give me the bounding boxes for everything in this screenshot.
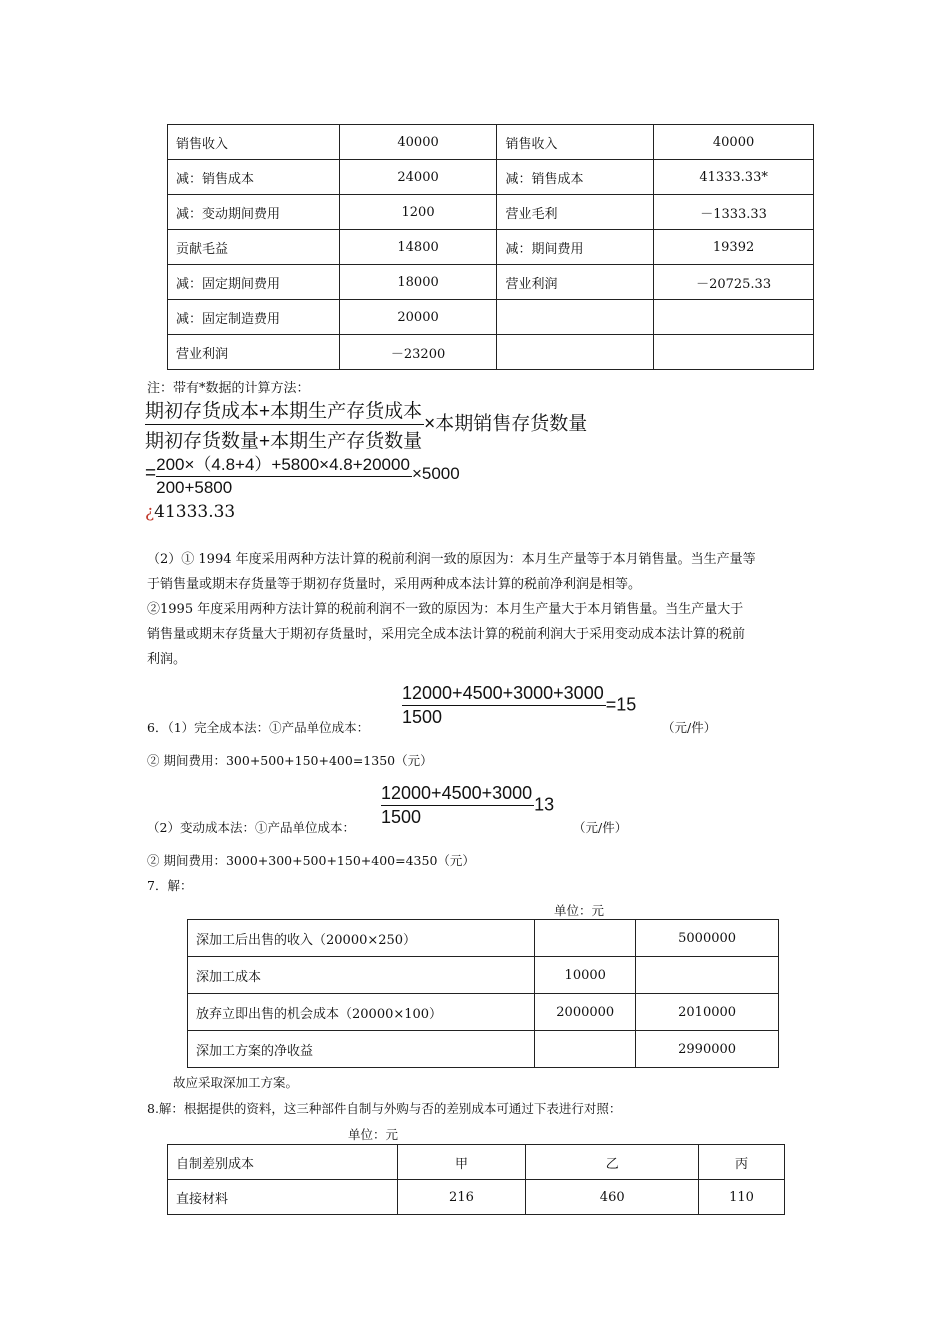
text-line: ②1995 年度采用两种方法计算的税前利润不一致的原因为：本月生产量大于本月销售量。当生产量大于 [147, 602, 744, 617]
make-or-buy-table [167, 1144, 785, 1215]
equals-sign: = [145, 463, 157, 485]
table-header-cell: 甲 [397, 1145, 526, 1180]
table-cell: 216 [397, 1180, 526, 1215]
denominator: 200+5800 [156, 478, 233, 497]
table-cell: 18000 [339, 265, 497, 300]
numerator: 期初存货成本+本期生产存货成本 [145, 396, 424, 425]
q6-period-cost-2: ② 期间费用：3000+300+500+150+400=4350（元） [147, 853, 475, 868]
table-cell: 19392 [654, 230, 814, 265]
q6-label-1: 6．（1）完全成本法：①产品单位成本： [147, 720, 370, 735]
formula-2 [145, 450, 460, 498]
table-row [168, 125, 814, 160]
table-cell [497, 335, 654, 370]
q8-label: 8.解：根据提供的资料，这三种部件自制与外购与否的差别成本可通过下表进行对照： [147, 1101, 622, 1116]
table-cell [654, 335, 814, 370]
explanation-paragraph [147, 547, 817, 672]
table-cell: 销售收入 [168, 125, 340, 160]
formula-tail: =15 [605, 694, 637, 715]
table-cell: 2990000 [636, 1031, 779, 1068]
table-cell: 20000 [339, 300, 497, 335]
table-cell: 深加工成本 [188, 957, 535, 994]
table-cell: 深加工方案的净收益 [188, 1031, 535, 1068]
denominator: 1500 [381, 807, 422, 827]
text-line: 利润。 [147, 652, 187, 667]
fraction [145, 396, 424, 453]
q7-unit: 单位：元 [554, 903, 605, 918]
table-cell: 2000000 [535, 994, 636, 1031]
table-cell: 深加工后出售的收入（20000×250） [188, 920, 535, 957]
table-row [168, 265, 814, 300]
table-cell: －23200 [339, 335, 497, 370]
numerator: 200×（4.8+4）+5800×4.8+20000 [156, 450, 412, 477]
table-cell: 40000 [339, 125, 497, 160]
table-row [168, 300, 814, 335]
table-cell: 24000 [339, 160, 497, 195]
result-mark: ¿ [145, 502, 155, 522]
formula-tail: ×5000 [411, 464, 460, 484]
table-cell: 1200 [339, 195, 497, 230]
text-line: 于销售量或期末存货量等于期初存货量时，采用两种成本法计算的税前净利润是相等。 [147, 577, 642, 592]
table-cell: 减：销售成本 [497, 160, 654, 195]
table-cell: 41333.33* [654, 160, 814, 195]
table-header-cell: 丙 [699, 1145, 785, 1180]
table-cell: －20725.33 [654, 265, 814, 300]
table-cell [636, 957, 779, 994]
table-row [168, 195, 814, 230]
table-cell [497, 300, 654, 335]
table-cell: 营业利润 [168, 335, 340, 370]
numerator: 12000+4500+3000+3000 [402, 683, 606, 706]
table-cell [535, 920, 636, 957]
formula-result [145, 502, 235, 522]
table-cell: 5000000 [636, 920, 779, 957]
table-header-row [168, 1145, 785, 1180]
table-cell: 放弃立即出售的机会成本（20000×100） [188, 994, 535, 1031]
table-row [188, 920, 779, 957]
table-cell: 110 [699, 1180, 785, 1215]
formula-tail: ×本期销售存货数量 [424, 413, 588, 435]
table-row [168, 1180, 785, 1215]
q7-label: 7．解： [147, 878, 193, 893]
denominator: 1500 [402, 707, 443, 727]
table-cell [654, 300, 814, 335]
q6-period-cost-1: ② 期间费用：300+500+150+400=1350（元） [147, 753, 433, 768]
fraction [156, 450, 412, 498]
text-line: 销售量或期末存货量大于期初存货量时，采用完全成本法计算的税前利润大于采用变动成本法计算的税前 [147, 627, 746, 642]
q6-label-2: （2）变动成本法：①产品单位成本： [147, 820, 355, 835]
table-cell: 减：固定制造费用 [168, 300, 340, 335]
denominator: 期初存货数量+本期生产存货数量 [145, 431, 423, 452]
table-cell [535, 1031, 636, 1068]
table-row [168, 335, 814, 370]
result-value: 41333.33 [154, 502, 236, 522]
table-cell: 直接材料 [168, 1180, 398, 1215]
text-line: （2）① 1994 年度采用两种方法计算的税前利润一致的原因为：本月生产量等于本月销售量。当生产量等 [147, 552, 756, 567]
formula-tail: 13 [534, 794, 555, 815]
table-header-cell: 乙 [526, 1145, 699, 1180]
table-cell: 减：销售成本 [168, 160, 340, 195]
q6-unit-2: （元/件） [573, 820, 628, 835]
table-cell: 销售收入 [497, 125, 654, 160]
table-cell: 14800 [339, 230, 497, 265]
q6-formula-2 [381, 783, 554, 828]
table-cell: 460 [526, 1180, 699, 1215]
deep-processing-table [187, 919, 779, 1068]
table-row [188, 957, 779, 994]
table-row [168, 160, 814, 195]
fraction [381, 783, 534, 828]
table-cell: 营业毛利 [497, 195, 654, 230]
income-statement-table [167, 124, 814, 370]
q7-conclusion: 故应采取深加工方案。 [173, 1075, 299, 1090]
numerator: 12000+4500+3000 [381, 783, 534, 806]
fraction [402, 683, 606, 728]
table-cell: 40000 [654, 125, 814, 160]
table-header-cell: 自制差别成本 [168, 1145, 398, 1180]
table-cell: 10000 [535, 957, 636, 994]
table-row [188, 994, 779, 1031]
table-cell: 营业利润 [497, 265, 654, 300]
table-row [168, 230, 814, 265]
q8-unit: 单位：元 [348, 1127, 399, 1142]
table-row [188, 1031, 779, 1068]
q6-formula-1 [402, 683, 636, 728]
table-cell: 减：变动期间费用 [168, 195, 340, 230]
note-label: 注：带有*数据的计算方法： [147, 381, 310, 396]
table-cell: －1333.33 [654, 195, 814, 230]
table-cell: 2010000 [636, 994, 779, 1031]
q6-unit-1: （元/件） [662, 720, 717, 735]
table-cell: 贡献毛益 [168, 230, 340, 265]
table-cell: 减：固定期间费用 [168, 265, 340, 300]
formula-1 [145, 396, 587, 453]
table-cell: 减：期间费用 [497, 230, 654, 265]
